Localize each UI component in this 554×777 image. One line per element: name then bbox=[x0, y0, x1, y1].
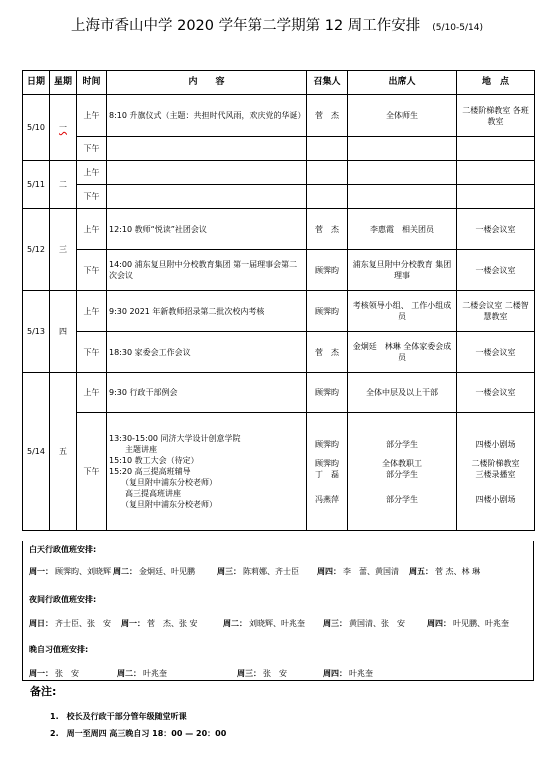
table-row bbox=[23, 185, 535, 209]
header-week: 星期 bbox=[50, 71, 77, 95]
content-cell: 14:00 浦东复旦附中分校教育集团 第一届理事会第二次会议 bbox=[107, 250, 307, 291]
attendees-cell: 全体中层及以上干部 bbox=[348, 373, 457, 413]
weekday-cell: 一 bbox=[50, 95, 77, 161]
header-attendees: 出席人 bbox=[348, 71, 457, 95]
header-time: 时间 bbox=[77, 71, 107, 95]
header-row bbox=[23, 71, 535, 95]
time-cell: 下午 bbox=[77, 185, 107, 209]
evening-duty-row: 周一： 张 安 周二： 叶兆奎 周三： 张 安 周四： 叶兆奎 bbox=[29, 669, 373, 678]
note-item: 2. 周一至周四 高三晚自习 18：00 — 20：00 bbox=[50, 729, 227, 738]
attendees-cell: 考核领导小组、 工作小组成员 bbox=[348, 291, 457, 332]
table-row bbox=[23, 373, 535, 413]
day-duty-row: 周一： 顾霁昀、刘晓辉 周二： 金炯廷、叶见鹏 周三： 陈莉娜、齐士臣 周四： 李 蕾、黄国清 周五： 菅 杰、林 琳 bbox=[29, 567, 481, 576]
convener-cell: 菅 杰 bbox=[307, 95, 348, 137]
convener-cell: 顾霁昀 顾霁昀 丁 磊 冯燕萍 bbox=[307, 413, 348, 531]
date-range: (5/10-5/14) bbox=[432, 23, 483, 33]
content-line: 13:30-15:00 同济大学设计创意学院 bbox=[109, 434, 241, 443]
header-location: 地 点 bbox=[457, 71, 535, 95]
content-cell bbox=[107, 413, 307, 531]
evening-duty-label: 晚自习值班安排: bbox=[29, 645, 89, 654]
time-cell: 上午 bbox=[77, 209, 107, 250]
day-duty-label: 白天行政值班安排: bbox=[29, 545, 97, 554]
attendees-cell: 全体师生 bbox=[348, 95, 457, 137]
table-row bbox=[23, 413, 535, 531]
time-cell: 下午 bbox=[77, 250, 107, 291]
table-row bbox=[23, 332, 535, 373]
table-row bbox=[23, 161, 535, 185]
content-cell: 9:30 2021 年新教师招录第二批次校内考核 bbox=[107, 291, 307, 332]
convener-cell: 顾霁昀 bbox=[307, 373, 348, 413]
page-title bbox=[0, 14, 554, 35]
date-cell: 5/11 bbox=[23, 161, 50, 209]
weekday-cell: 三 bbox=[50, 209, 77, 291]
convener-cell: 顾霁昀 bbox=[307, 250, 348, 291]
convener-cell: 顾霁昀 bbox=[307, 291, 348, 332]
attendees-cell: 金炯廷 林琳 全体家委会成员 bbox=[348, 332, 457, 373]
date-cell: 5/13 bbox=[23, 291, 50, 373]
location-cell: 四楼小剧场 二楼阶梯教室 三楼录播室 四楼小剧场 bbox=[457, 413, 535, 531]
content-line: （复旦附中浦东分校老师） bbox=[109, 478, 217, 487]
content-line: （复旦附中浦东分校老师） bbox=[109, 500, 217, 509]
content-cell: 9:30 行政干部例会 bbox=[107, 373, 307, 413]
weekday-cell: 二 bbox=[50, 161, 77, 209]
content-cell bbox=[107, 137, 307, 161]
location-cell: 二楼会议室 二楼智慧教室 bbox=[457, 291, 535, 332]
attendees-cell: 部分学生 全体教职工 部分学生 部分学生 bbox=[348, 413, 457, 531]
night-duty-row: 周日： 齐士臣、张 安 周一： 菅 杰、张 安 周二： 刘晓辉、叶兆奎 周三： 黄国清、张 安 周四： 叶见鹏、叶兆奎 bbox=[29, 619, 509, 628]
weekday-cell: 五 bbox=[50, 373, 77, 531]
duty-box bbox=[22, 541, 534, 681]
header-date: 日期 bbox=[23, 71, 50, 95]
note-item: 1. 校长及行政干部分管年级随堂听课 bbox=[50, 712, 187, 721]
content-line: 15:10 教工大会（待定） bbox=[109, 456, 199, 465]
table-row bbox=[23, 95, 535, 137]
table-row bbox=[23, 250, 535, 291]
content-line: 15:20 高三提高班辅导 bbox=[109, 467, 191, 476]
convener-cell: 菅 杰 bbox=[307, 332, 348, 373]
time-cell: 上午 bbox=[77, 291, 107, 332]
attendees-cell: 浦东复旦附中分校教育 集团理事 bbox=[348, 250, 457, 291]
time-cell: 下午 bbox=[77, 413, 107, 531]
title-text: 上海市香山中学 2020 学年第二学期第 12 周工作安排 bbox=[71, 18, 421, 34]
night-duty-label: 夜间行政值班安排: bbox=[29, 595, 97, 604]
table-row bbox=[23, 209, 535, 250]
time-cell: 下午 bbox=[77, 332, 107, 373]
content-cell: 8:10 升旗仪式（主题：共担时代风雨，欢庆党的华诞） bbox=[107, 95, 307, 137]
convener-cell: 菅 杰 bbox=[307, 209, 348, 250]
time-cell: 上午 bbox=[77, 373, 107, 413]
content-line: 高三提高班讲座 bbox=[109, 489, 181, 498]
location-cell: 一楼会议室 bbox=[457, 209, 535, 250]
date-cell: 5/14 bbox=[23, 373, 50, 531]
schedule-table bbox=[22, 70, 535, 531]
weekday-cell: 四 bbox=[50, 291, 77, 373]
date-cell: 5/12 bbox=[23, 209, 50, 291]
location-cell: 一楼会议室 bbox=[457, 332, 535, 373]
header-content: 内 容 bbox=[107, 71, 307, 95]
header-convener: 召集人 bbox=[307, 71, 348, 95]
table-row bbox=[23, 137, 535, 161]
time-cell: 下午 bbox=[77, 137, 107, 161]
notes-title: 备注: bbox=[30, 685, 57, 698]
table-row bbox=[23, 291, 535, 332]
time-cell: 上午 bbox=[77, 95, 107, 137]
content-cell: 12:10 教师“悦读”社团会议 bbox=[107, 209, 307, 250]
location-cell: 一楼会议室 bbox=[457, 250, 535, 291]
content-line: 主题讲座 bbox=[109, 445, 157, 454]
location-cell: 二楼阶梯教室 各班教室 bbox=[457, 95, 535, 137]
date-cell: 5/10 bbox=[23, 95, 50, 161]
location-cell: 一楼会议室 bbox=[457, 373, 535, 413]
time-cell: 上午 bbox=[77, 161, 107, 185]
attendees-cell: 李惠霞 相关团员 bbox=[348, 209, 457, 250]
content-cell: 18:30 家委会工作会议 bbox=[107, 332, 307, 373]
